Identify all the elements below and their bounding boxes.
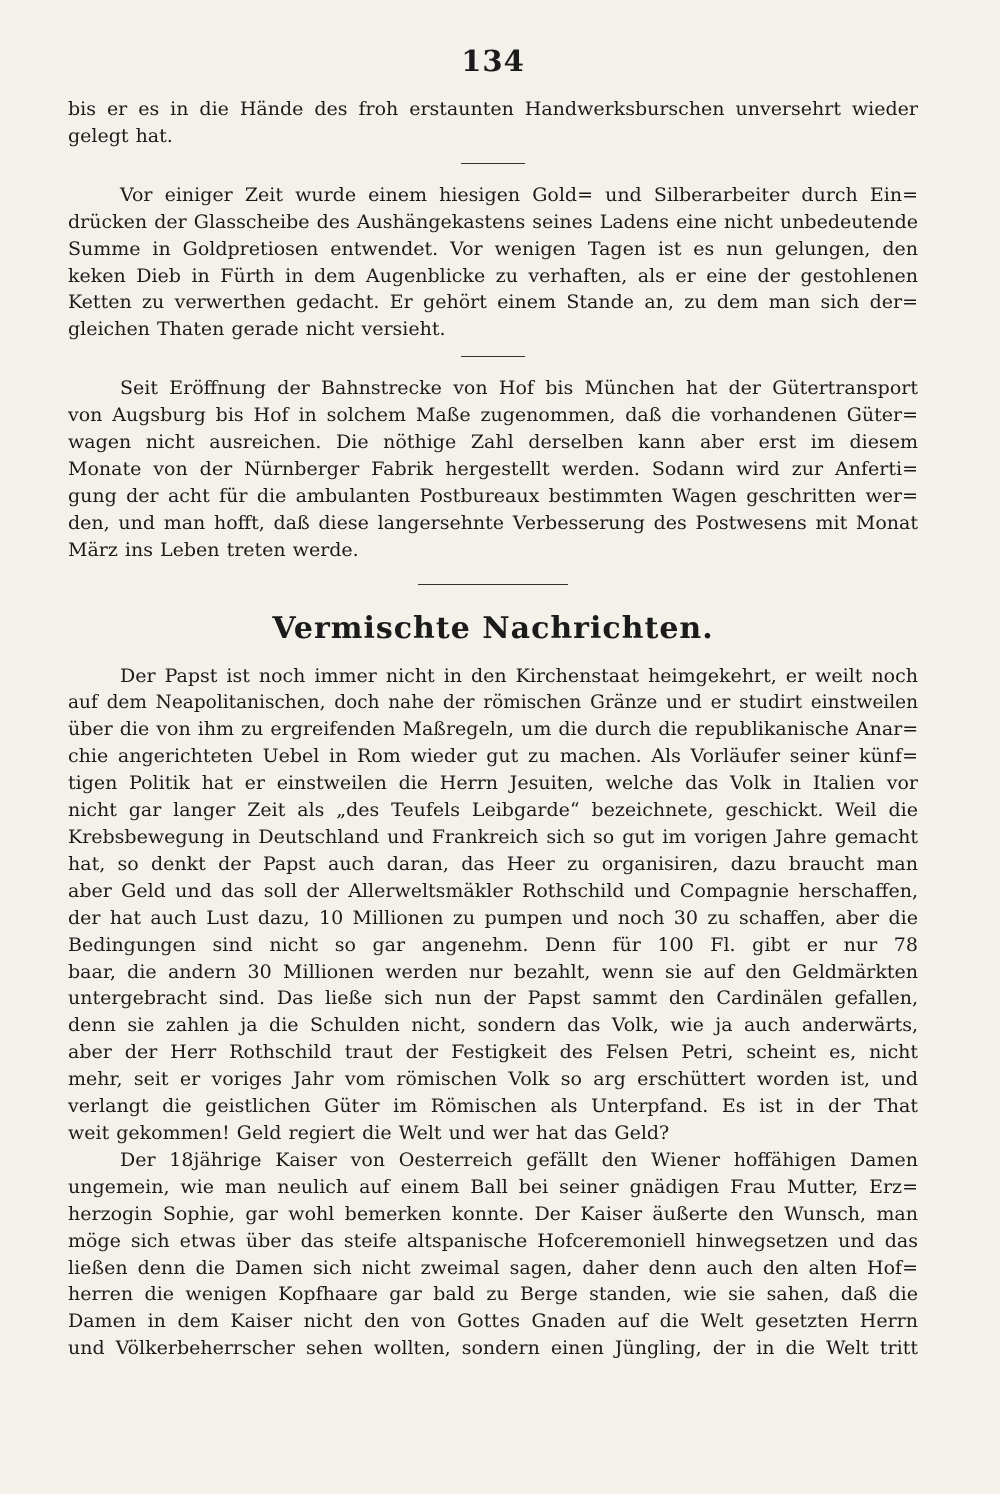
text-line: und Völkerbeherrscher sehen wollten, sondern einen Jüngling, der in die Welt tritt xyxy=(68,1337,918,1360)
text-line: Krebsbewegung in Deutschland und Frankreich sich so gut im vorigen Jahre gemacht xyxy=(68,826,918,849)
text-line: gung der acht für die ambulanten Postbureaux bestimmten Wagen geschritten wer= xyxy=(68,484,918,507)
text-line: baar, die andern 30 Millionen werden nur bezahlt, wenn sie auf den Geldmärkten xyxy=(68,960,918,983)
text-line: drücken der Glasscheibe des Aushängekastens seines Ladens eine nicht unbedeutende xyxy=(68,210,918,233)
text-line: herren die wenigen Kopfhaare gar bald zu Berge standen, wie sie sahen, daß die xyxy=(68,1283,918,1306)
text-line: denn sie zahlen ja die Schulden nicht, sondern das Volk, wie ja auch anderwärts, xyxy=(68,1014,918,1037)
article-5 xyxy=(68,1147,918,1362)
text-line: Der Papst ist noch immer nicht in den Kirchenstaat heimgekehrt, er weilt noch xyxy=(120,664,918,687)
text-line: weit gekommen! Geld regiert die Welt und wer hat das Geld? xyxy=(68,1122,670,1144)
page-number: 134 xyxy=(461,44,525,78)
text-line: gleichen Thaten gerade nicht versieht. xyxy=(68,318,446,341)
text-line: verlangt die geistlichen Güter im Römischen als Unterpfand. Es ist in der That xyxy=(68,1095,918,1118)
text-line: der hat auch Lust dazu, 10 Millionen zu pumpen und noch 30 zu schaffen, aber die xyxy=(68,906,918,929)
text-line: gelegt hat. xyxy=(68,124,173,147)
text-line: chie angerichteten Uebel in Rom wieder gut zu machen. Als Vorläufer seiner künf= xyxy=(68,745,918,768)
text-line: mehr, seit er voriges Jahr vom römischen Volk so arg erschüttert worden ist, und xyxy=(68,1068,918,1091)
text-line: Damen in dem Kaiser nicht den von Gottes Gnaden auf die Welt gesetzten Herrn xyxy=(68,1310,918,1333)
text-line: Seit Eröffnung der Bahnstrecke von Hof bis München hat der Gütertransport xyxy=(120,377,918,400)
text-line: den, und man hofft, daß diese langersehnte Verbesserung des Postwesens mit Monat xyxy=(68,511,918,534)
text-line: Ketten zu verwerthen gedacht. Er gehört einem Stande an, zu dem man sich der= xyxy=(68,291,918,314)
article-1 xyxy=(68,96,918,150)
text-line: tigen Politik hat er einstweilen die Herrn Jesuiten, welche das Volk in Italien vor xyxy=(68,772,918,795)
section-heading: Vermischte Nachrichten. xyxy=(272,610,714,646)
text-line: keken Dieb in Fürth in dem Augenblicke zu verhaften, als er eine der gestohlenen xyxy=(68,264,918,287)
text-line: bis er es in die Hände des froh erstaunten Handwerksburschen unversehrt wieder xyxy=(68,98,918,120)
text-line: wagen nicht ausreichen. Die nöthige Zahl derselben kann aber erst im diesem xyxy=(68,431,918,454)
text-line: über die von ihm zu ergreifenden Maßregeln, um die durch die republikanische Anar= xyxy=(68,718,919,741)
separator-rule xyxy=(461,163,525,164)
text-line: Monate von der Nürnberger Fabrik hergestellt werden. Sodann wird zur Anferti= xyxy=(68,457,918,480)
text-line: aber Geld und das soll der Allerweltsmäkler Rothschild und Compagnie herschaffen, xyxy=(68,879,918,902)
separator-rule xyxy=(461,356,525,357)
text-line: aber der Herr Rothschild traut der Festigkeit des Felsen Petri, scheint es, nicht xyxy=(68,1041,918,1064)
text-line: von Augsburg bis Hof in solchem Maße zugenommen, daß die vorhandenen Güter= xyxy=(68,404,918,427)
article-3 xyxy=(68,375,918,563)
text-line: nicht gar langer Zeit als „des Teufels Leibgarde“ bezeichnete, geschickt. Weil die xyxy=(68,799,918,822)
text-line: untergebracht sind. Das ließe sich nun der Papst sammt den Cardinälen gefallen, xyxy=(68,987,918,1010)
text-line: Bedingungen sind nicht so gar angenehm. Denn für 100 Fl. gibt er nur 78 xyxy=(68,933,918,956)
article-4 xyxy=(68,663,918,1147)
article-2 xyxy=(68,182,918,343)
text-line: auf dem Neapolitanischen, doch nahe der römischen Gränze und er studirt einstweilen xyxy=(68,691,918,713)
section-divider xyxy=(418,584,568,585)
text-line: herzogin Sophie, gar wohl bemerken konnte. Der Kaiser äußerte den Wunsch, man xyxy=(68,1202,918,1225)
text-line: Der 18jährige Kaiser von Oesterreich gefällt den Wiener hoffähigen Damen xyxy=(120,1148,918,1171)
text-line: Summe in Goldpretiosen entwendet. Vor wenigen Tagen ist es nun gelungen, den xyxy=(68,237,918,260)
text-line: Vor einiger Zeit wurde einem hiesigen Gold= und Silberarbeiter durch Ein= xyxy=(120,183,918,206)
text-line: möge sich etwas über das steife altspanische Hofceremoniell hinwegsetzen und das xyxy=(68,1229,918,1252)
text-line: März ins Leben treten werde. xyxy=(68,538,359,561)
text-line: hat, so denkt der Papst auch daran, das Heer zu organisiren, dazu braucht man xyxy=(68,852,918,875)
text-line: ungemein, wie man neulich auf einem Ball bei seiner gnädigen Frau Mutter, Erz= xyxy=(68,1175,918,1198)
text-line: ließen denn die Damen sich nicht zweimal sagen, daher denn auch den alten Hof= xyxy=(68,1256,918,1279)
